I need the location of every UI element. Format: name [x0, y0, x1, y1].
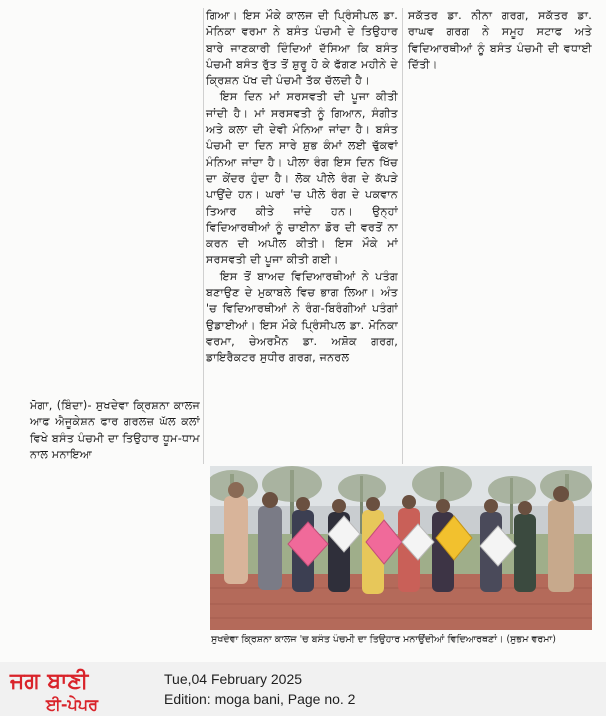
article-paragraph: ਗਿਆ। ਇਸ ਮੌਕੇ ਕਾਲਜ ਦੀ ਪ੍ਰਿੰਸੀਪਲ ਡਾ. ਮੋਨਿਕਾ ਵਰਮਾ ਨੇ ਬਸੰਤ ਪੰਚਮੀ ਦੇ ਤਿਉਹਾਰ ਬਾਰੇ ਜਾਣਕਾਰੀ ਦਿੰਦਿਆਂ ਦੱਸਿਆ ਕਿ ਬਸੰਤ ਪੰਚਮੀ ਬਸੰਤ ਰੁੱਤ ਤੋਂ ਸ਼ੁਰੂ ਹੋ ਕੇ ਫੱਗਣ ਮਹੀਨੇ ਦੇ ਕ੍ਰਿਸ਼ਨ ਪੱਖ ਦੀ ਪੰਚਮੀ ਤੱਕ ਚੱਲਦੀ ਹੈ।	[206, 9, 398, 88]
article-paragraph: ਇਸ ਦਿਨ ਮਾਂ ਸਰਸਵਤੀ ਦੀ ਪੂਜਾ ਕੀਤੀ ਜਾਂਦੀ ਹੈ। ਮਾਂ ਸਰਸਵਤੀ ਨੂੰ ਗਿਆਨ, ਸੰਗੀਤ ਅਤੇ ਕਲਾ ਦੀ ਦੇਵੀ ਮੰਨਿਆ ਜਾਂਦਾ ਹੈ। ਬਸੰਤ ਪੰਚਮੀ ਦਾ ਦਿਨ ਸਾਰੇ ਸ਼ੁਭ ਕੰਮਾਂ ਲਈ ਢੁੱਕਵਾਂ ਮੰਨਿਆ ਜਾਂਦਾ ਹੈ। ਪੀਲਾ ਰੰਗ ਇਸ ਦਿਨ ਖਿੱਚ ਦਾ ਕੇਂਦਰ ਹੁੰਦਾ ਹੈ। ਲੋਕ ਪੀਲੇ ਰੰਗ ਦੇ ਕੱਪੜੇ ਪਾਉਂਦੇ ਹਨ। ਘਰਾਂ 'ਚ ਪੀਲੇ ਰੰਗ ਦੇ ਪਕਵਾਨ ਤਿਆਰ ਕੀਤੇ ਜਾਂਦੇ ਹਨ। ਉਨ੍ਹਾਂ ਵਿਦਿਆਰਥੀਆਂ ਨੂੰ ਚਾਈਨਾ ਡੋਰ ਦੀ ਵਰਤੋਂ ਨਾ ਕਰਨ ਦੀ ਅਪੀਲ ਕੀਤੀ। ਇਸ ਮੌਕੇ ਮਾਂ ਸਰਸਵਤੀ ਦੀ ਪੂਜਾ ਕੀਤੀ ਗਈ।	[206, 90, 398, 267]
article-column-left	[30, 398, 200, 463]
column-divider	[203, 8, 204, 464]
publication-date: Tue,04 February 2025	[164, 671, 303, 687]
article-column-right	[408, 8, 592, 73]
article-paragraph: ਸਕੱਤਰ ਡਾ. ਨੀਨਾ ਗਰਗ, ਸਕੱਤਰ ਡਾ. ਰਾਘਵ ਗਰਗ ਨੇ ਸਮੂਹ ਸਟਾਫ ਅਤੇ ਵਿਦਿਆਰਥੀਆਂ ਨੂੰ ਬਸੰਤ ਪੰਚਮੀ ਦੀ ਵਧਾਈ ਦਿੱਤੀ।	[408, 9, 592, 71]
photo-caption: ਸੁਖਦੇਵਾ ਕ੍ਰਿਸ਼ਨਾ ਕਾਲਜ 'ਚ ਬਸੰਤ ਪੰਚਮੀ ਦਾ ਤਿਉਹਾਰ ਮਨਾਉਂਦੀਆਂ ਵਿਦਿਆਰਥਣਾਂ। (ਸੁਭਮ ਵਰਮਾ)	[211, 634, 556, 645]
article-column-middle	[206, 8, 398, 367]
article-photo	[210, 466, 592, 630]
epaper-footer	[0, 662, 606, 716]
article-paragraph: ਇਸ ਤੋਂ ਬਾਅਦ ਵਿਦਿਆਰਥੀਆਂ ਨੇ ਪਤੰਗ ਬਣਾਉਣ ਦੇ ਮੁਕਾਬਲੇ ਵਿਚ ਭਾਗ ਲਿਆ। ਅੰਤ 'ਚ ਵਿਦਿਆਰਥੀਆਂ ਨੇ ਰੰਗ-ਬਿਰੰਗੀਆਂ ਪਤੰਗਾਂ ਉਡਾਈਆਂ। ਇਸ ਮੌਕੇ ਪ੍ਰਿੰਸੀਪਲ ਡਾ. ਮੋਨਿਕਾ ਵਰਮਾ, ਚੇਅਰਮੈਨ ਡਾ. ਅਸ਼ੋਕ ਗਰਗ, ਡਾਇਰੈਕਟਰ ਸੁਧੀਰ ਗਰਗ, ਜਨਰਲ	[206, 269, 398, 365]
edition-page: Edition: moga bani, Page no. 2	[164, 691, 356, 707]
students-with-kites-photo	[210, 466, 592, 630]
edition-info	[164, 669, 355, 709]
column-divider	[402, 8, 403, 464]
svg-text:ਜਗ ਬਾਣੀ: ਜਗ ਬਾਣੀ	[10, 669, 89, 694]
article-lead-paragraph: ਮੋਗਾ, (ਬਿੰਦਾ)- ਸੁਖਦੇਵਾ ਕ੍ਰਿਸ਼ਨਾ ਕਾਲਜ ਆਫ ਐਜੂਕੇਸ਼ਨ ਫਾਰ ਗਰਲਜ਼ ਘੱਲ ਕਲਾਂ ਵਿਖੇ ਬਸੰਤ ਪੰਚਮੀ ਦਾ ਤਿਉਹਾਰ ਧੂਮ-ਧਾਮ ਨਾਲ ਮਨਾਇਆ	[30, 399, 200, 461]
jagbani-logo	[6, 664, 124, 714]
svg-text:ਈ-ਪੇਪਰ: ਈ-ਪੇਪਰ	[46, 695, 99, 714]
